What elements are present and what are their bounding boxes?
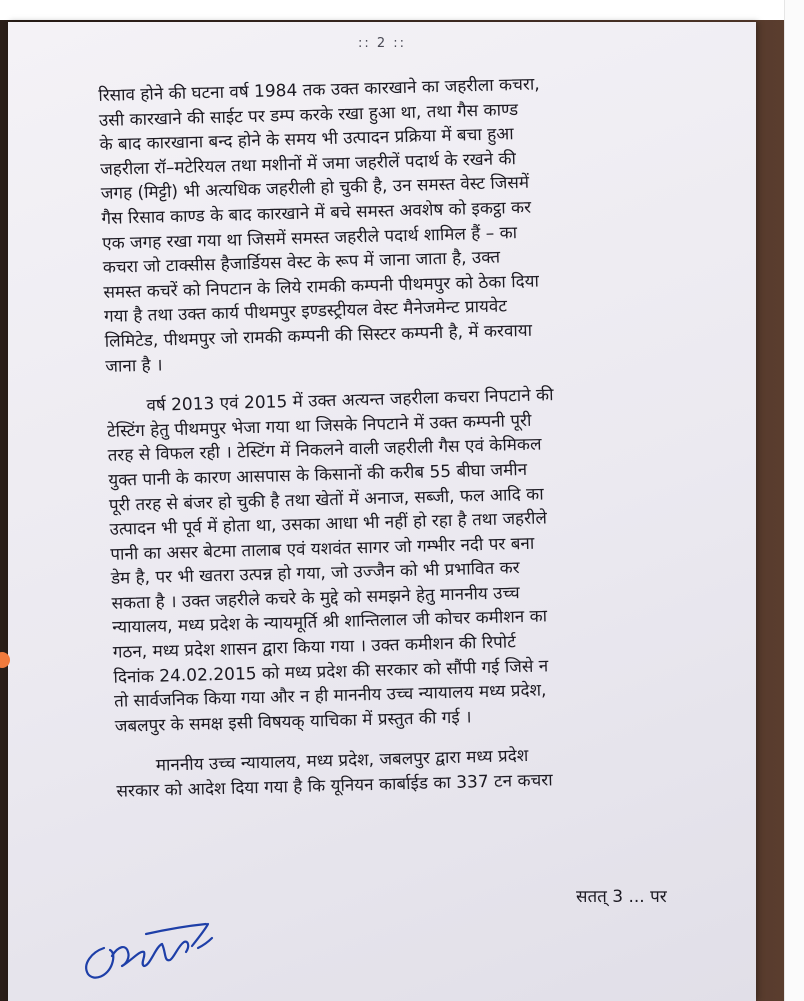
text-line: जबलपुर के समक्ष इसी विषयक् याचिका में प्रस्तुत की गई । [114,707,472,737]
text-line: उत्पादन भी पूर्व में होता था, उसका आधा भी नहीं हो रहा है तथा जहरीले [109,508,548,540]
text-line: जाना है । [105,354,163,377]
text-line: एक जगह रखा गया था जिसमें समस्त जहरीले पदार्थ शामिल हैं – का [101,222,518,254]
top-bar [0,0,784,20]
text-line: लिमिटेड, पीथमपुर जो रामकी कम्पनी की सिस्टर कम्पनी है, में करवाया [104,320,533,352]
page-number: :: 2 :: [357,36,407,51]
text-line: न्यायालय, मध्य प्रदेश के न्यायमूर्ति श्री शान्तिलाल जी कोचर कमीशन का [111,606,548,639]
text-line: पूरी तरह से बंजर हो चुकी है तथा खेतों में अनाज, सब्जी, फल आदि का [108,483,544,516]
text-line: कचरा जो टाक्सीस हैजार्डियस वेस्ट के रूप में जाना जाता है, उक्त [102,247,501,279]
text-line: सरकार को आदेश दिया गया है कि यूनियन कार्बाईड का 337 टन कचरा [116,770,553,802]
text-line: टेस्टिंग हेतु पीथमपुर भेजा गया था जिसके निपटाने में उक्त कम्पनी पूरी [106,410,532,442]
text-line: उसी कारखाने की साईट पर डम्प करके रखा हुआ था, तथा गैस काण्ड [98,99,519,131]
text-line: युक्त पानी के कारण आसपास के किसानों की करीब 55 बीघा जमीन [108,459,528,491]
document-page [8,22,756,1001]
text-line: तो सार्वजनिक किया गया और न ही माननीय उच्च न्यायालय मध्य प्रदेश, [113,680,547,713]
continued-note: सतत् 3 ... पर [576,887,667,907]
text-line: गैस रिसाव काण्ड के बाद कारखाने में बचे समस्त अवशेष को इकट्ठा कर [101,197,532,229]
text-line: जगह (मिट्टी) भी अत्यधिक जहरीली हो चुकी है, उन समस्त वेस्ट जिसमें [100,173,530,205]
text-line: माननीय उच्च न्यायालय, मध्य प्रदेश, जबलपुर द्वारा मध्य प्रदेश [155,746,529,777]
text-line: तरह से विफल रही । टेस्टिंग में निकलने वाली जहरीली गैस एवं केमिकल [107,434,542,467]
text-line: पानी का असर बेटमा तालाब एवं यशवंत सागर जो गम्भीर नदी पर बना [110,533,535,565]
text-line: दिनांक 24.02.2015 को मध्य प्रदेश की सरकार को सौंपी गई जिसे न [113,656,549,688]
text-line: जहरीला रॉ–मटेरियल तथा मशीनों में जमा जहरीलें पदार्थ के रखने की [99,148,517,180]
document-body [98,68,747,805]
text-line: गठन, मध्य प्रदेश शासन द्वारा किया गया । उक्त कमीशन की रिपोर्ट [112,632,517,663]
text-line: रिसाव होने की घटना वर्ष 1984 तक उक्त कारखाने का जहरीला कचरा, [98,74,540,106]
text-line: वर्ष 2013 एवं 2015 में उक्त अत्यन्त जहरीला कचरा निपटाने की [146,385,554,416]
text-line: गया है तथा उक्त कार्य पीथमपुर इण्डस्ट्रीयल वेस्ट मैनेजमेन्ट प्रायवेट [103,296,508,328]
text-line: सकता है । उक्त जहरीले कचरे के मुद्दे को समझने हेतु माननीय उच्च [111,583,520,614]
right-strip [784,0,804,1001]
text-line: डेम है, पर भी खतरा उत्पन्न हो गया, जो उज्जैन को भी प्रभावित कर [110,558,520,590]
signature-mark [74,906,274,986]
text-line: समस्त कचरें को निपटान के लिये रामकी कम्पनी पीथमपुर को ठेका दिया [103,271,540,303]
text-line: के बाद कारखाना बन्द होने के समय भी उत्पादन प्रक्रिया में बचा हुआ [99,124,514,156]
